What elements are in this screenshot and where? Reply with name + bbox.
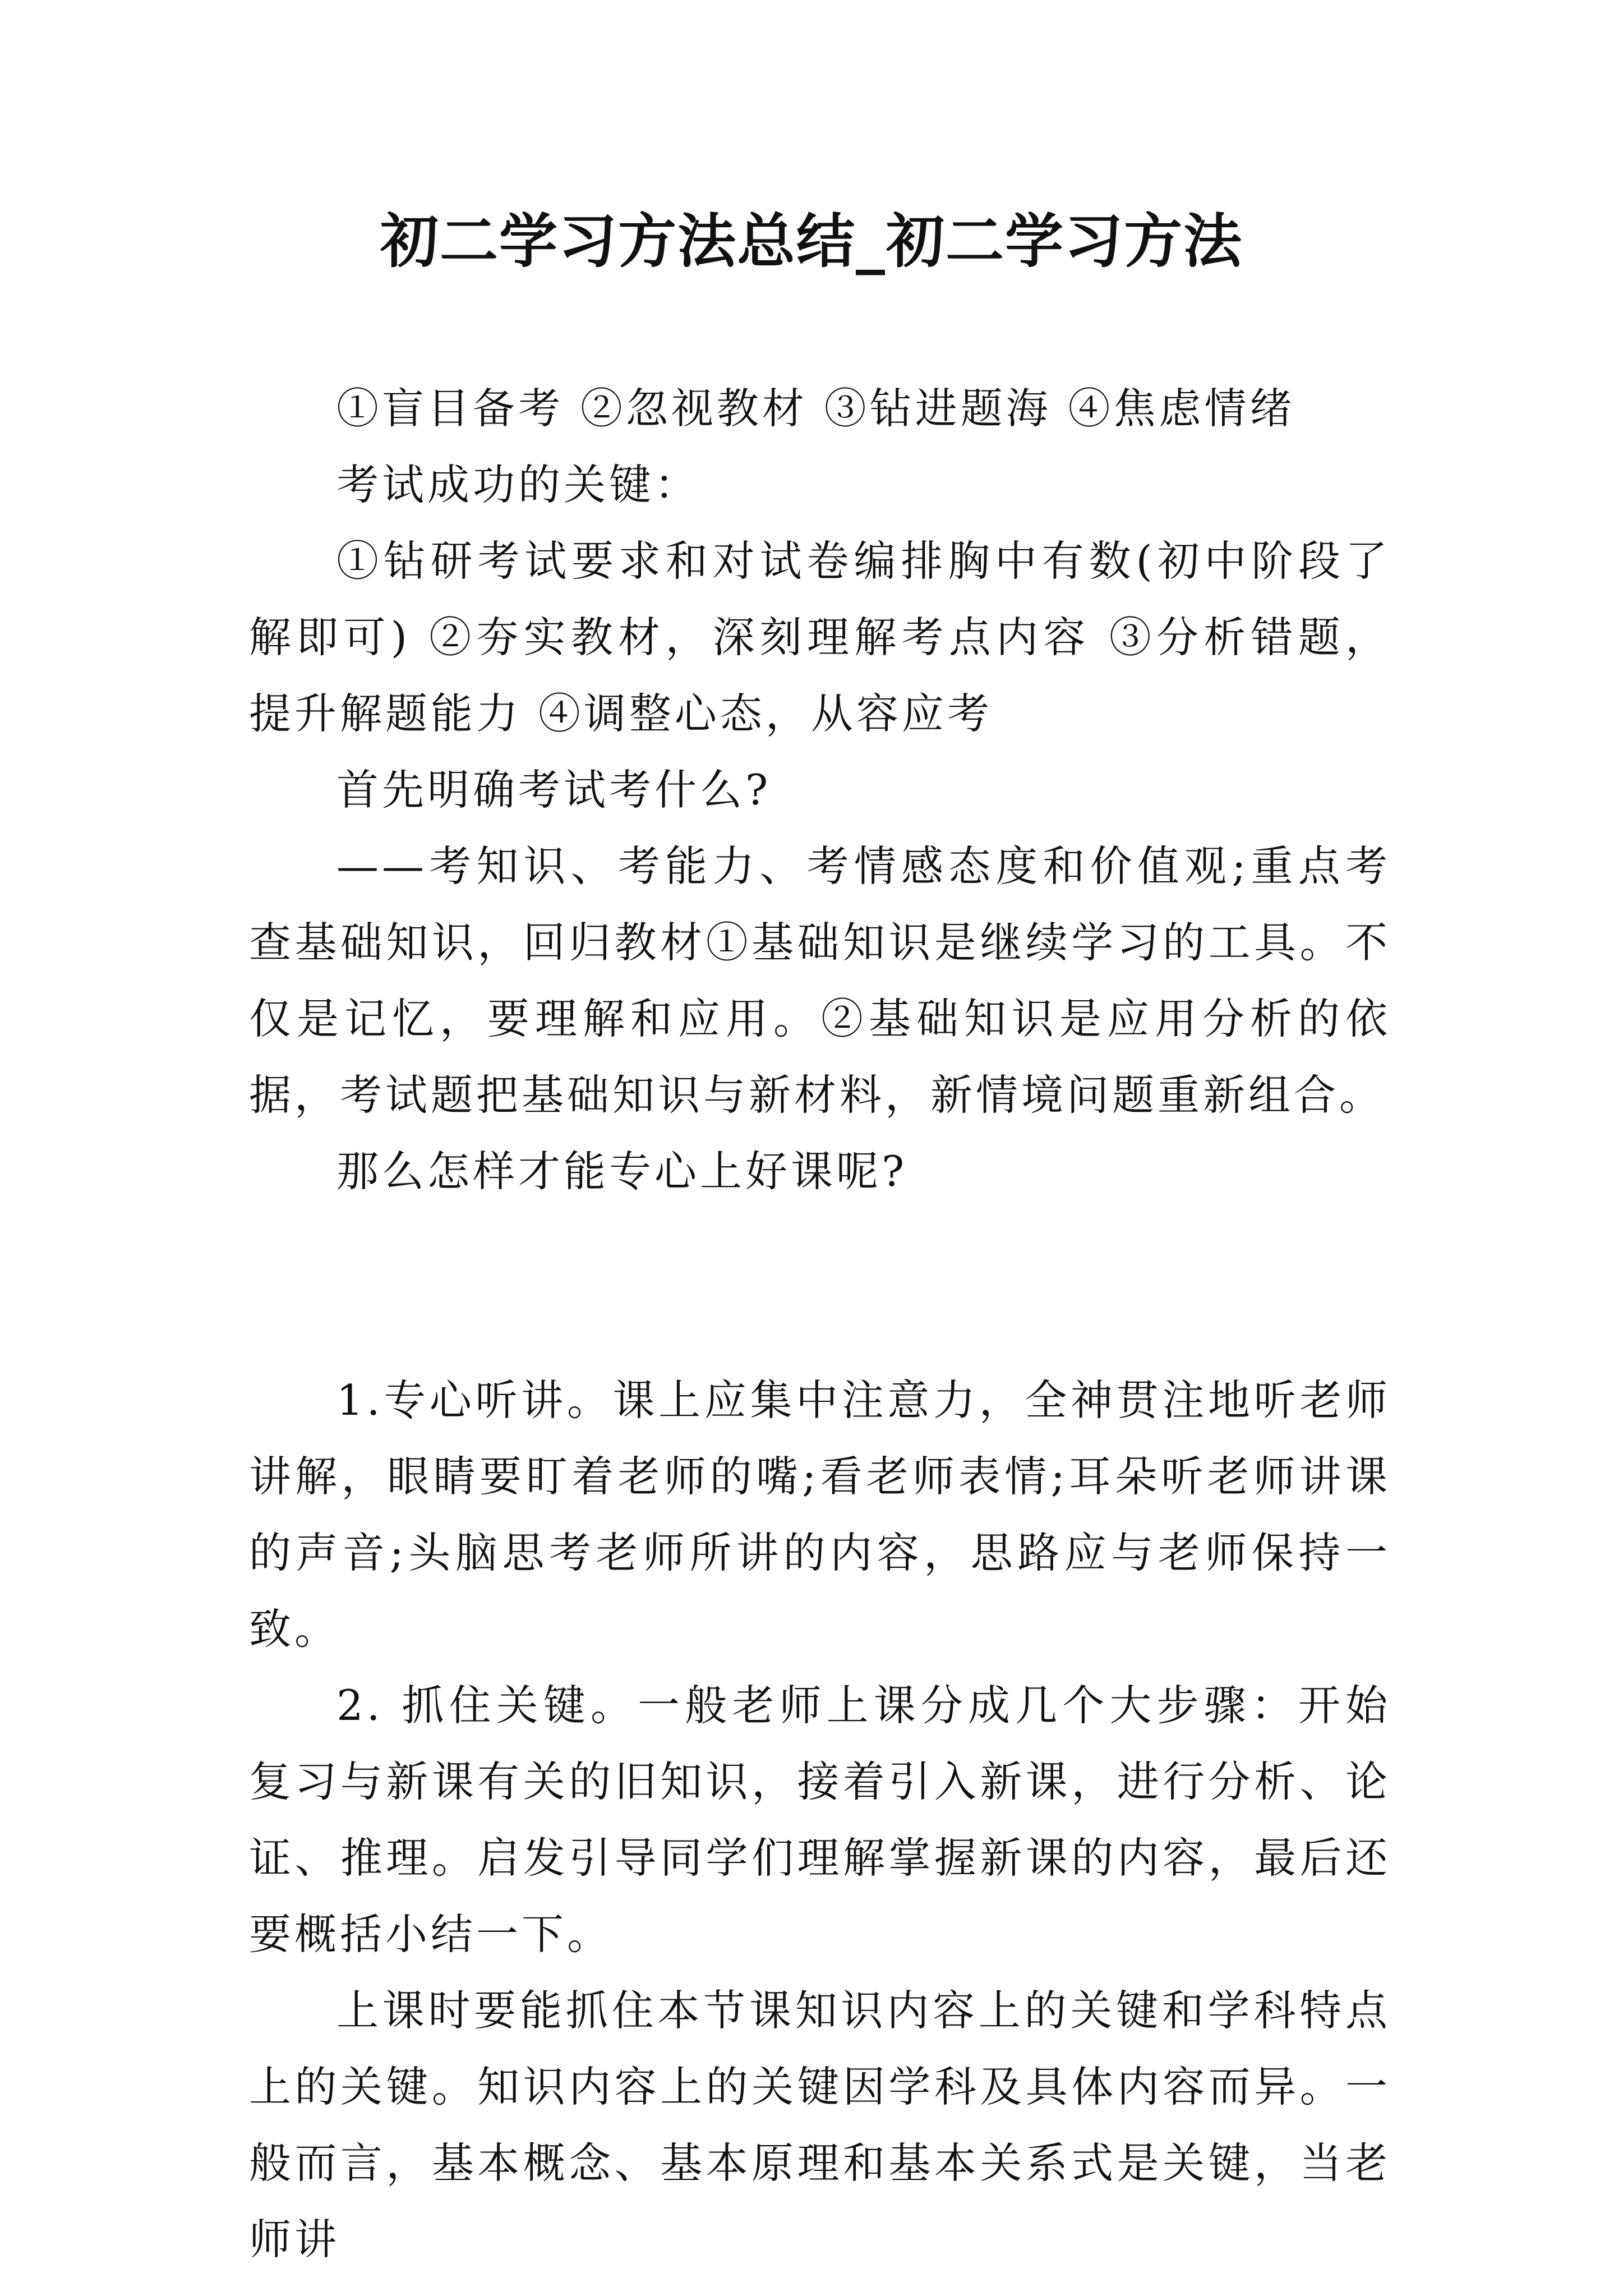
paragraph-grasp-key-points: 2. 抓住关键。一般老师上课分成几个大步骤：开始复习与新课有关的旧知识，接着引入新课，进行分析、论证、推理。启发引导同学们理解掌握新课的内容，最后还要概括小结一下。 <box>249 1681 1391 1959</box>
paragraph-exam-question: 首先明确考试考什么? <box>336 765 772 815</box>
paragraph-gap <box>249 1209 1391 1362</box>
paragraph-listen-carefully: 1.专心听讲。课上应集中注意力，全神贯注地听老师讲解，眼睛要盯着老师的嘴;看老师表情;耳朵听老师讲课的声音;头脑思考老师所讲的内容，思路应与老师保持一致。 <box>249 1375 1391 1654</box>
paragraph-common-mistakes: ①盲目备考 ②忽视教材 ③钻进题海 ④焦虑情绪 <box>336 384 1295 433</box>
paragraph-exam-content: ——考知识、考能力、考情感态度和价值观;重点考查基础知识，回归教材①基础知识是继续学习的工具。不仅是记忆，要理解和应用。②基础知识是应用分析的依据，考试题把基础知识与新材料，新情境问题重新组合。 <box>249 841 1391 1120</box>
document-title: 初二学习方法总结_初二学习方法 <box>380 206 1243 275</box>
paragraph-class-key-points: 上课时要能抓住本节课知识内容上的关键和学科特点上的关键。知识内容上的关键因学科及具体内容而异。一般而言，基本概念、基本原理和基本关系式是关键，当老师讲 <box>249 1986 1391 2264</box>
paragraph-success-keys-heading: 考试成功的关键： <box>336 460 700 509</box>
paragraph-success-keys: ①钻研考试要求和对试卷编排胸中有数(初中阶段了解即可) ②夯实教材，深刻理解考点内容 ③分析错题，提升解题能力 ④调整心态，从容应考 <box>249 536 1391 738</box>
document-body <box>249 370 1391 2277</box>
paragraph-focus-question: 那么怎样才能专心上好课呢? <box>336 1147 908 1196</box>
